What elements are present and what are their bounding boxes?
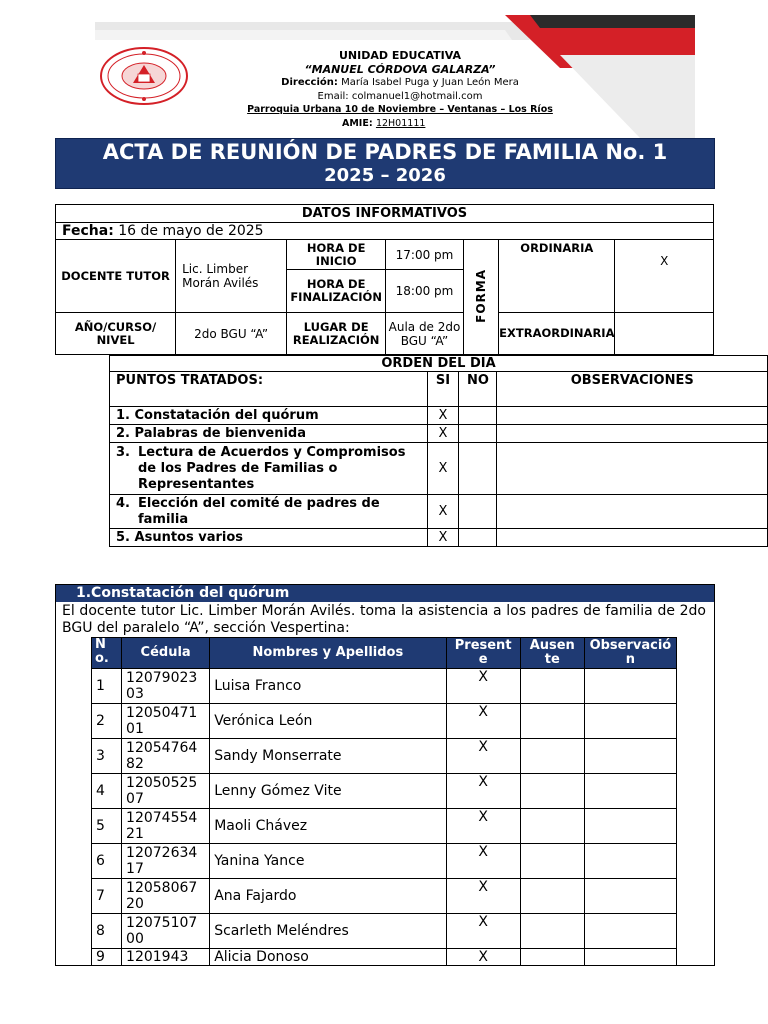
orden-item-obs (497, 529, 768, 547)
row-cedula: 1205047101 (122, 704, 210, 739)
school-address: Dirección: María Isabel Puga y Juan León Mera (281, 77, 519, 88)
row-ausente (520, 739, 584, 774)
table-row (92, 704, 677, 739)
ordinaria-label: ORDINARIA (499, 240, 615, 313)
row-presente: X (446, 844, 520, 879)
docente-label: DOCENTE TUTOR (56, 240, 176, 313)
row-no: 5 (92, 809, 122, 844)
orden-row (110, 407, 768, 425)
row-ausente (520, 879, 584, 914)
row-no: 2 (92, 704, 122, 739)
row-obs (584, 914, 676, 949)
row-presente: X (446, 949, 520, 966)
row-no: 3 (92, 739, 122, 774)
row-cedula: 1205806720 (122, 879, 210, 914)
col-si: SI (427, 372, 459, 407)
col-presente: Presente (446, 638, 520, 669)
orden-del-dia-table (109, 355, 768, 547)
row-obs (584, 739, 676, 774)
row-obs (584, 704, 676, 739)
orden-row (110, 425, 768, 443)
attendance-table (91, 637, 677, 966)
row-cedula: 1207455421 (122, 809, 210, 844)
row-cedula: 1207902303 (122, 669, 210, 704)
orden-item-text: 1. Constatación del quórum (110, 407, 428, 425)
hora-fin-label: HORA DE FINALIZACIÓN (287, 270, 386, 313)
row-no: 8 (92, 914, 122, 949)
row-no: 1 (92, 669, 122, 704)
school-type: UNIDAD EDUCATIVA (338, 49, 462, 62)
row-ausente (520, 809, 584, 844)
hora-inicio-label: HORA DE INICIO (287, 240, 386, 270)
row-nombre: Sandy Monserrate (210, 739, 446, 774)
school-amie: AMIE: 12H01111 (342, 117, 426, 129)
row-no: 6 (92, 844, 122, 879)
constatacion-paragraph: El docente tutor Lic. Limber Morán Avilés. toma la asistencia a los padres de familia de 2do BGU del paralelo “A”, sección Vespertina: (62, 603, 706, 636)
row-ausente (520, 704, 584, 739)
row-obs (584, 669, 676, 704)
col-observacion: Observación (584, 638, 676, 669)
document-title (55, 138, 715, 189)
docente-value: Lic. Limber Morán Avilés (176, 240, 287, 313)
row-presente: X (446, 879, 520, 914)
col-no: No. (92, 638, 122, 669)
orden-item-text: 3. Lectura de Acuerdos y Compromisos de los Padres de Familias o Representantes (110, 443, 428, 495)
orden-row (110, 529, 768, 547)
table-row (92, 809, 677, 844)
title-line-1: ACTA DE REUNIÓN DE PADRES DE FAMILIA No. 1 (102, 140, 668, 164)
extraordinaria-label: EXTRAORDINARIA (499, 313, 615, 355)
col-observaciones: OBSERVACIONES (497, 372, 768, 407)
orden-item-text: 2. Palabras de bienvenida (110, 425, 428, 443)
orden-item-no (459, 407, 497, 425)
row-no: 7 (92, 879, 122, 914)
row-obs (584, 774, 676, 809)
school-email: Email: colmanuel1@hotmail.com (317, 90, 483, 102)
orden-item-si: X (427, 443, 459, 495)
row-presente: X (446, 739, 520, 774)
row-obs (584, 844, 676, 879)
ordinaria-value: X (615, 240, 714, 313)
row-presente: X (446, 774, 520, 809)
row-ausente (520, 949, 584, 966)
row-no: 9 (92, 949, 122, 966)
forma-label: FORMA (473, 268, 488, 323)
orden-item-si: X (427, 425, 459, 443)
orden-item-obs (497, 425, 768, 443)
school-parish: Parroquia Urbana 10 de Noviembre – Ventanas – Los Ríos (247, 104, 553, 115)
curso-label: AÑO/CURSO/ NIVEL (56, 313, 176, 355)
row-cedula: 1205476482 (122, 739, 210, 774)
row-presente: X (446, 704, 520, 739)
row-ausente (520, 774, 584, 809)
table-row (92, 669, 677, 704)
orden-item-no (459, 425, 497, 443)
row-nombre: Alicia Donoso (210, 949, 446, 966)
title-line-2: 2025 – 2026 (324, 165, 446, 186)
row-cedula: 1207263417 (122, 844, 210, 879)
col-ausente: Ausente (520, 638, 584, 669)
row-nombre: Maoli Chávez (210, 809, 446, 844)
orden-item-no (459, 495, 497, 529)
hora-fin-value: 18:00 pm (386, 270, 464, 313)
orden-item-no (459, 443, 497, 495)
orden-item-obs (497, 443, 768, 495)
orden-item-text: 5. Asuntos varios (110, 529, 428, 547)
table-row (92, 879, 677, 914)
attendance-header (92, 638, 677, 669)
col-nombres: Nombres y Apellidos (210, 638, 446, 669)
orden-heading: ORDEN DEL DIA (110, 356, 768, 372)
lugar-value: Aula de 2do BGU “A” (386, 313, 464, 355)
col-cedula: Cédula (122, 638, 210, 669)
table-row (92, 914, 677, 949)
orden-row (110, 495, 768, 529)
orden-item-obs (497, 495, 768, 529)
row-nombre: Lenny Gómez Vite (210, 774, 446, 809)
row-obs (584, 809, 676, 844)
row-no: 4 (92, 774, 122, 809)
row-presente: X (446, 809, 520, 844)
row-cedula: 1207510700 (122, 914, 210, 949)
school-name: “MANUEL CÓRDOVA GALARZA” (304, 62, 496, 76)
orden-item-obs (497, 407, 768, 425)
row-nombre: Verónica León (210, 704, 446, 739)
orden-item-si: X (427, 529, 459, 547)
row-obs (584, 949, 676, 966)
fecha-row: Fecha: 16 de mayo de 2025 (56, 223, 714, 240)
constatacion-heading: 1.Constatación del quórum (56, 585, 714, 602)
datos-heading: DATOS INFORMATIVOS (56, 205, 714, 223)
col-no: NO (459, 372, 497, 407)
datos-informativos-table (55, 204, 714, 355)
curso-value: 2do BGU “A” (176, 313, 287, 355)
orden-item-si: X (427, 407, 459, 425)
table-row (92, 949, 677, 966)
row-presente: X (446, 669, 520, 704)
table-row (92, 739, 677, 774)
table-row (92, 844, 677, 879)
orden-item-no (459, 529, 497, 547)
orden-item-si: X (427, 495, 459, 529)
row-presente: X (446, 914, 520, 949)
row-nombre: Ana Fajardo (210, 879, 446, 914)
row-obs (584, 879, 676, 914)
row-ausente (520, 844, 584, 879)
row-ausente (520, 914, 584, 949)
forma-cell (463, 240, 498, 355)
table-row (92, 774, 677, 809)
row-ausente (520, 669, 584, 704)
row-cedula: 1201943 (122, 949, 210, 966)
school-logo (100, 47, 188, 105)
orden-row (110, 443, 768, 495)
extraordinaria-value (615, 313, 714, 355)
lugar-label: LUGAR DE REALIZACIÓN (287, 313, 386, 355)
hora-inicio-value: 17:00 pm (386, 240, 464, 270)
row-nombre: Scarleth Meléndres (210, 914, 446, 949)
constatacion-section (55, 584, 715, 966)
school-info (230, 49, 570, 130)
row-nombre: Yanina Yance (210, 844, 446, 879)
row-nombre: Luisa Franco (210, 669, 446, 704)
orden-item-text: 4. Elección del comité de padres de familia (110, 495, 428, 529)
col-puntos: PUNTOS TRATADOS: (110, 372, 428, 407)
row-cedula: 1205052507 (122, 774, 210, 809)
